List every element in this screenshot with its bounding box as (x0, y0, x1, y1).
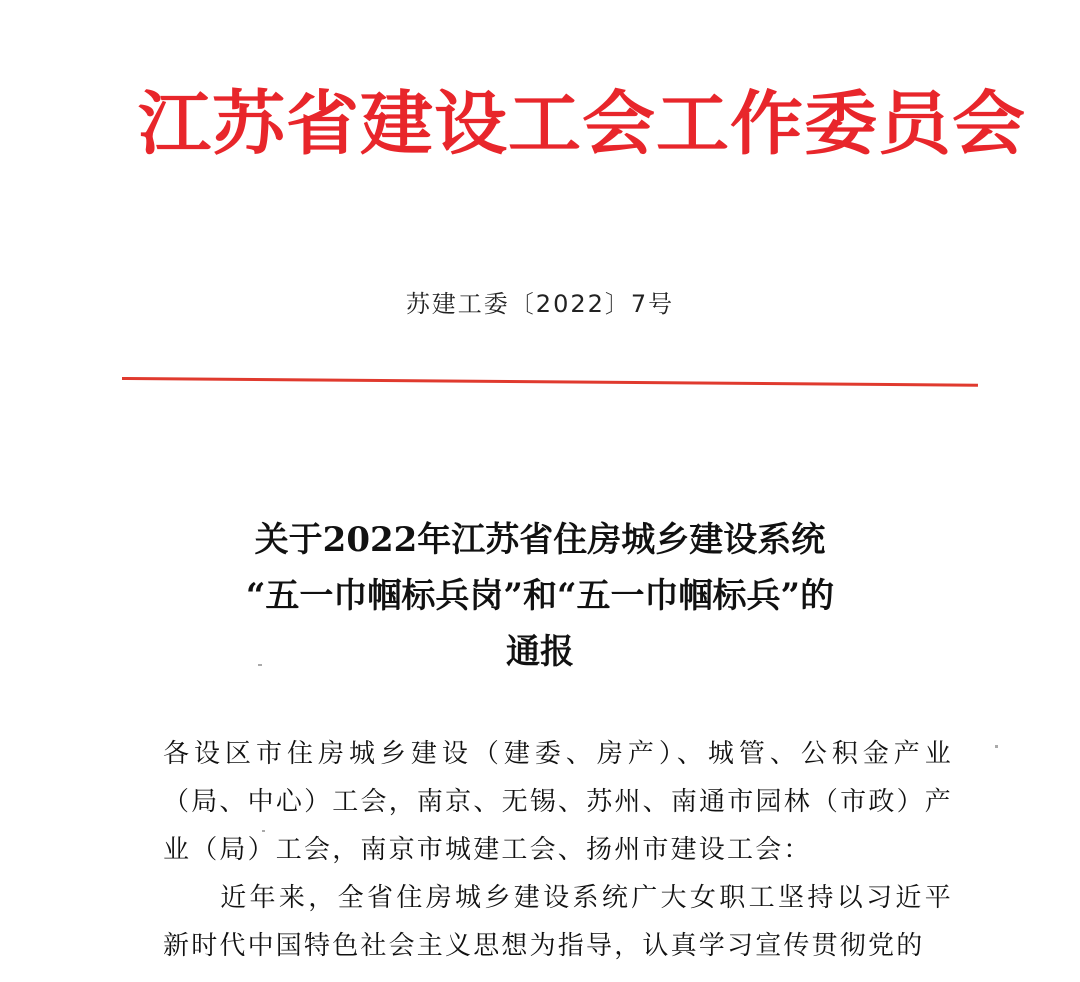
body-paragraph-1: 近年来，全省住房城乡建设系统广大女职工坚持以习近平新时代中国特色社会主义思想为指导，认真学习宣传贯彻党的 (163, 883, 953, 961)
title-line-3: 通报 (506, 632, 574, 672)
document-body (163, 730, 953, 970)
scan-speck (258, 664, 262, 666)
addressees-paragraph: 各设区市住房城乡建设（建委、房产）、城管、公积金产业（局、中心）工会，南京、无锡、苏州、南通市园林（市政）产业（局）工会，南京市城建工会、扬州市建设工会： (163, 739, 953, 865)
title-line-1: 关于2022年江苏省住房城乡建设系统 (254, 520, 826, 560)
document-title (150, 512, 930, 680)
document-number: 苏建工委〔2022〕7号 (405, 290, 675, 318)
issuer-masthead: 江苏省建设工会工作委员会 (138, 82, 1026, 165)
title-line-2: “五一巾帼标兵岗”和“五一巾帼标兵”的 (245, 576, 835, 616)
red-divider-line (122, 377, 978, 387)
scan-speck (995, 745, 998, 748)
